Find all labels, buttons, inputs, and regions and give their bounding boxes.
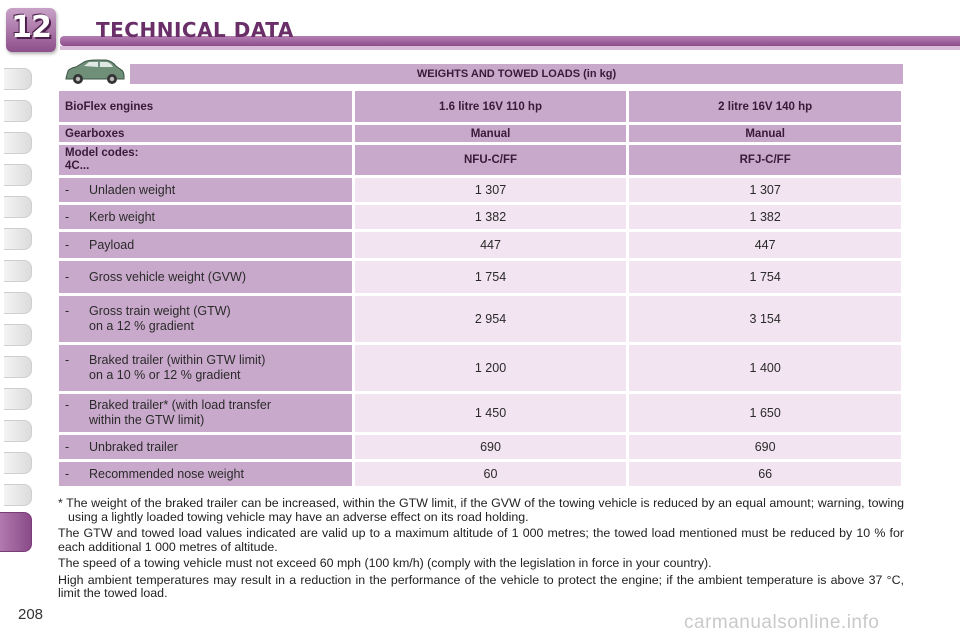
row-value-col2: 66	[629, 462, 901, 486]
table-row	[59, 205, 901, 229]
row-dash: -	[65, 182, 70, 197]
engine-col2: 2 litre 16V 140 hp	[629, 91, 901, 122]
table-row	[59, 261, 901, 293]
chapter-tab[interactable]	[4, 484, 32, 506]
chapter-tabs	[0, 60, 40, 620]
table-row	[59, 462, 901, 486]
watermark: carmanualsonline.info	[684, 612, 880, 633]
row-dash: -	[65, 304, 70, 318]
row-value-col1: 1 200	[355, 345, 627, 391]
row-value-col1: 1 307	[355, 178, 627, 202]
table-row	[59, 232, 901, 258]
row-label: Gross vehicle weight (GVW)	[89, 269, 246, 284]
row-label-cell	[59, 345, 352, 391]
model-codes-label	[59, 145, 352, 175]
chapter-tab[interactable]	[4, 100, 32, 122]
row-label: Braked trailer (within GTW limit)	[89, 353, 266, 367]
row-value-col2: 1 754	[629, 261, 901, 293]
chapter-tab[interactable]	[4, 388, 32, 410]
table-row	[59, 394, 901, 432]
table-row-gearboxes	[59, 125, 901, 142]
header-band-light	[60, 46, 960, 50]
chapter-tab[interactable]	[4, 356, 32, 378]
row-value-col2: 3 154	[629, 296, 901, 342]
row-label-continuation: on a 12 % gradient	[89, 319, 194, 333]
row-dash: -	[65, 237, 70, 252]
row-label-continuation: within the GTW limit)	[89, 413, 205, 427]
row-label-continuation: on a 10 % or 12 % gradient	[89, 368, 241, 382]
weights-table	[56, 88, 904, 489]
chapter-tab[interactable]	[4, 292, 32, 314]
page-header	[0, 0, 960, 58]
row-value-col1: 447	[355, 232, 627, 258]
row-label: Unbraked trailer	[89, 439, 178, 454]
row-value-col2: 690	[629, 435, 901, 459]
gearbox-col2: Manual	[629, 125, 901, 142]
page-number: 208	[18, 606, 44, 623]
row-value-col1: 1 754	[355, 261, 627, 293]
row-label: Unladen weight	[89, 182, 176, 197]
footnote: * The weight of the braked trailer can be increased, within the GTW limit, if the GVW of the towing vehicle is reduced by an equal amount; warning, towing using a lightly loaded towing vehicle may have an adverse effect on its road holding.	[58, 496, 904, 524]
row-label-cell	[59, 394, 352, 432]
table-body	[59, 178, 901, 486]
row-dash: -	[65, 353, 70, 367]
row-dash: -	[65, 269, 70, 284]
section-title: WEIGHTS AND TOWED LOADS (in kg)	[130, 64, 903, 84]
chapter-tab[interactable]	[4, 68, 32, 90]
row-dash: -	[65, 398, 70, 412]
model-col2: RFJ-C/FF	[629, 145, 901, 175]
note-altitude: The GTW and towed load values indicated are valid up to a maximum altitude of 1 000 metres; the towed load mentioned must be reduced by 10 % for each additional 1 000 metres of altitude.	[58, 526, 904, 554]
table-row	[59, 345, 901, 391]
row-dash: -	[65, 439, 70, 454]
row-label: Braked trailer* (with load transfer	[89, 398, 272, 412]
row-value-col1: 1 450	[355, 394, 627, 432]
row-label-cell	[59, 261, 352, 293]
chapter-number: 12	[11, 10, 51, 45]
row-label: Payload	[89, 237, 135, 252]
page-title: TECHNICAL DATA	[96, 18, 294, 42]
chapter-tab[interactable]	[4, 452, 32, 474]
row-value-col1: 2 954	[355, 296, 627, 342]
model-codes-line1: Model codes:	[65, 147, 139, 159]
chapter-tab[interactable]	[4, 324, 32, 346]
row-value-col1: 690	[355, 435, 627, 459]
row-label-cell	[59, 296, 352, 342]
model-col1: NFU-C/FF	[355, 145, 627, 175]
row-value-col1: 60	[355, 462, 627, 486]
row-label-cell	[59, 205, 352, 229]
chapter-tab[interactable]	[4, 228, 32, 250]
row-label: Gross train weight (GTW)	[89, 304, 231, 318]
notes	[58, 497, 904, 604]
gearboxes-label: Gearboxes	[59, 125, 352, 142]
engines-label: BioFlex engines	[59, 91, 352, 122]
row-value-col2: 1 650	[629, 394, 901, 432]
chapter-tab[interactable]	[4, 132, 32, 154]
row-label: Kerb weight	[89, 209, 156, 224]
table-row-model-codes	[59, 145, 901, 175]
table-row-engines	[59, 91, 901, 122]
row-label-cell	[59, 435, 352, 459]
chapter-tab[interactable]	[4, 164, 32, 186]
table-row	[59, 435, 901, 459]
note-speed: The speed of a towing vehicle must not exceed 60 mph (100 km/h) (comply with the legislation in force in your country).	[58, 556, 712, 570]
gearbox-col1: Manual	[355, 125, 627, 142]
row-value-col2: 447	[629, 232, 901, 258]
engine-col1: 1.6 litre 16V 110 hp	[355, 91, 627, 122]
row-value-col2: 1 382	[629, 205, 901, 229]
row-label-cell	[59, 462, 352, 486]
row-label: Recommended nose weight	[89, 466, 244, 481]
row-dash: -	[65, 466, 70, 481]
row-value-col2: 1 400	[629, 345, 901, 391]
table-row	[59, 296, 901, 342]
car-icon	[62, 58, 126, 86]
row-label-cell	[59, 232, 352, 258]
note-temperature: High ambient temperatures may result in a reduction in the performance of the vehicle to protect the engine; if the ambient temperature is above 37 °C, limit the towed load.	[58, 572, 904, 600]
row-label-cell	[59, 178, 352, 202]
row-dash: -	[65, 209, 70, 224]
chapter-tab-active[interactable]	[0, 512, 32, 552]
table-row	[59, 178, 901, 202]
row-value-col2: 1 307	[629, 178, 901, 202]
model-codes-line2: 4C...	[65, 160, 90, 172]
chapter-tab[interactable]	[4, 420, 32, 442]
chapter-tab[interactable]	[4, 260, 32, 282]
chapter-tab[interactable]	[4, 196, 32, 218]
row-value-col1: 1 382	[355, 205, 627, 229]
